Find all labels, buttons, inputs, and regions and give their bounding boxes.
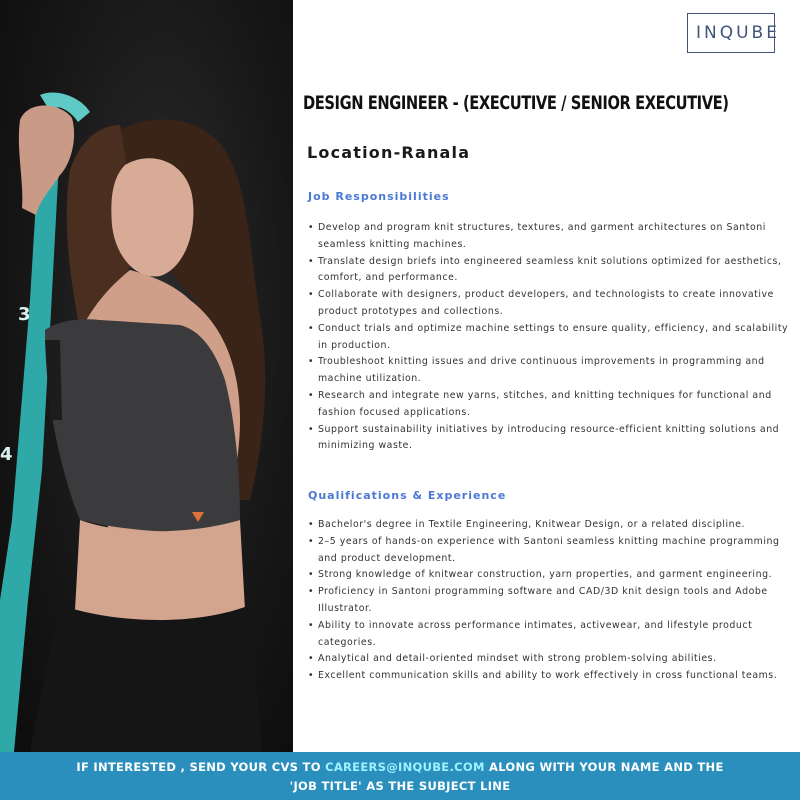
logo-text: INQUBE xyxy=(696,23,780,43)
list-item: • Ability to innovate across performance intimates, activewear, and lifestyle product categories. xyxy=(308,618,800,652)
responsibilities-list xyxy=(308,220,800,455)
qualifications-heading: Qualifications & Experience xyxy=(308,489,507,502)
list-item: • Analytical and detail-oriented mindset with strong problem-solving abilities. xyxy=(308,651,800,668)
company-logo xyxy=(687,13,780,53)
model-photo xyxy=(0,0,293,752)
responsibilities-heading: Job Responsibilities xyxy=(308,190,450,203)
list-item: • Proficiency in Santoni programming software and CAD/3D knit design tools and Adobe Illustrator. xyxy=(308,584,800,618)
list-item: • Strong knowledge of knitwear construction, yarn properties, and garment engineering. xyxy=(308,567,800,584)
list-item: • Collaborate with designers, product developers, and technologists to create innovative product prototypes and collections. xyxy=(308,287,800,321)
job-title: DESIGN ENGINEER - (EXECUTIVE / SENIOR EXECUTIVE) xyxy=(303,92,729,114)
list-item: • Translate design briefs into engineered seamless knit solutions optimized for aesthetics, comfort, and performance. xyxy=(308,254,800,288)
list-item: • Excellent communication skills and ability to work effectively in cross functional teams. xyxy=(308,668,800,685)
qualifications-list xyxy=(308,517,800,685)
list-item: • Bachelor's degree in Textile Engineering, Knitwear Design, or a related discipline. xyxy=(308,517,800,534)
model-photo-illustration xyxy=(0,0,293,752)
banner-line-2: 'JOB TITLE' AS THE SUBJECT LINE xyxy=(289,779,511,793)
banner-line-1 xyxy=(0,758,800,777)
list-item: • Support sustainability initiatives by introducing resource-efficient knitting solutions and minimizing waste. xyxy=(308,422,800,456)
list-item: • 2–5 years of hands-on experience with Santoni seamless knitting machine programming and product development. xyxy=(308,534,800,568)
careers-email-link[interactable]: CAREERS@INQUBE.COM xyxy=(325,760,485,774)
list-item: • Conduct trials and optimize machine settings to ensure quality, efficiency, and scalability in production. xyxy=(308,321,800,355)
job-location: Location-Ranala xyxy=(307,143,471,162)
band-number-3: 3 xyxy=(18,304,31,325)
band-number-4: 4 xyxy=(0,444,13,465)
list-item: • Troubleshoot knitting issues and drive continuous improvements in programming and machine utilization. xyxy=(308,354,800,388)
banner-prefix: IF INTERESTED , SEND YOUR CVS TO xyxy=(76,760,326,774)
list-item: • Research and integrate new yarns, stitches, and knitting techniques for functional and fashion focused applications. xyxy=(308,388,800,422)
list-item: • Develop and program knit structures, textures, and garment architectures on Santoni seamless knitting machines. xyxy=(308,220,800,254)
application-banner xyxy=(0,752,800,800)
banner-suffix: ALONG WITH YOUR NAME AND THE xyxy=(484,760,724,774)
